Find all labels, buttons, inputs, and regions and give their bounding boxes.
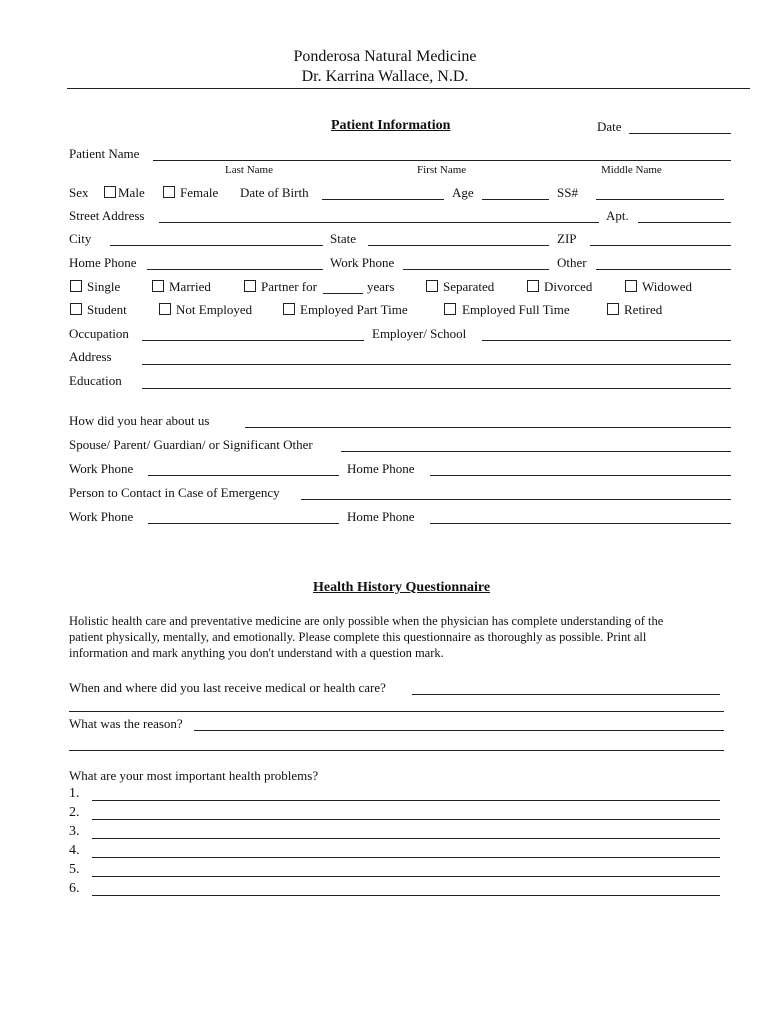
part-time-checkbox[interactable] [283, 303, 295, 315]
problem-number-4: 4. [69, 843, 80, 858]
apt-field[interactable] [638, 222, 731, 223]
full-time-label: Employed Full Time [462, 302, 570, 317]
student-checkbox[interactable] [70, 303, 82, 315]
first-name-caption: First Name [417, 164, 467, 176]
reason-field[interactable] [194, 730, 724, 731]
problem-number-2: 2. [69, 805, 80, 820]
female-label: Female [180, 185, 219, 200]
age-label: Age [452, 185, 474, 200]
problem-number-5: 5. [69, 862, 80, 877]
emergency-work-phone-field[interactable] [148, 523, 339, 524]
state-field[interactable] [368, 245, 549, 246]
occupation-field[interactable] [142, 340, 364, 341]
emergency-home-phone-label: Home Phone [347, 509, 415, 524]
full-time-checkbox[interactable] [444, 303, 456, 315]
practice-name: Ponderosa Natural Medicine [293, 48, 477, 65]
partner-years-field[interactable] [323, 293, 363, 294]
emergency-contact-field[interactable] [301, 499, 731, 500]
middle-name-caption: Middle Name [601, 164, 662, 176]
header-divider [67, 88, 750, 89]
retired-checkbox[interactable] [607, 303, 619, 315]
problem-field-1[interactable] [92, 800, 720, 801]
widowed-checkbox[interactable] [625, 280, 637, 292]
problem-field-3[interactable] [92, 838, 720, 839]
health-problems-question: What are your most important health problems? [69, 768, 319, 783]
referral-field[interactable] [245, 427, 731, 428]
not-employed-checkbox[interactable] [159, 303, 171, 315]
problem-field-4[interactable] [92, 857, 720, 858]
problem-field-6[interactable] [92, 895, 720, 896]
street-address-label: Street Address [69, 208, 145, 223]
single-checkbox[interactable] [70, 280, 82, 292]
partner-years-label: years [367, 279, 395, 294]
city-label: City [69, 231, 92, 246]
other-phone-field[interactable] [596, 269, 731, 270]
divorced-checkbox[interactable] [527, 280, 539, 292]
occupation-label: Occupation [69, 326, 129, 341]
reason-field-line-2[interactable] [69, 750, 724, 751]
home-phone-label: Home Phone [69, 255, 137, 270]
single-label: Single [87, 279, 121, 294]
employer-address-field[interactable] [142, 364, 731, 365]
last-care-field[interactable] [412, 694, 720, 695]
emergency-contact-label: Person to Contact in Case of Emergency [69, 485, 280, 500]
problem-field-5[interactable] [92, 876, 720, 877]
spouse-label: Spouse/ Parent/ Guardian/ or Significant Other [69, 437, 313, 452]
referral-label: How did you hear about us [69, 413, 210, 428]
spouse-work-phone-label: Work Phone [69, 461, 134, 476]
employer-field[interactable] [482, 340, 731, 341]
reason-question: What was the reason? [69, 716, 183, 731]
zip-field[interactable] [590, 245, 731, 246]
education-label: Education [69, 373, 122, 388]
married-label: Married [169, 279, 211, 294]
widowed-label: Widowed [642, 279, 693, 294]
patient-name-label: Patient Name [69, 146, 140, 161]
spouse-home-phone-field[interactable] [430, 475, 731, 476]
male-checkbox[interactable] [104, 186, 116, 198]
spouse-field[interactable] [341, 451, 731, 452]
emergency-work-phone-label: Work Phone [69, 509, 134, 524]
dob-field[interactable] [322, 199, 444, 200]
retired-label: Retired [624, 302, 663, 317]
apt-label: Apt. [606, 208, 629, 223]
partner-checkbox[interactable] [244, 280, 256, 292]
zip-label: ZIP [557, 231, 577, 246]
last-care-field-line-2[interactable] [69, 711, 724, 712]
street-address-field[interactable] [159, 222, 599, 223]
problem-number-3: 3. [69, 824, 80, 839]
education-field[interactable] [142, 388, 731, 389]
separated-checkbox[interactable] [426, 280, 438, 292]
state-label: State [330, 231, 356, 246]
last-name-caption: Last Name [225, 164, 273, 176]
spouse-home-phone-label: Home Phone [347, 461, 415, 476]
date-field[interactable] [629, 133, 731, 134]
problem-field-2[interactable] [92, 819, 720, 820]
partner-label: Partner for [261, 279, 317, 294]
female-checkbox[interactable] [163, 186, 175, 198]
patient-name-field[interactable] [153, 160, 731, 161]
problem-number-6: 6. [69, 881, 80, 896]
other-phone-label: Other [557, 255, 587, 270]
married-checkbox[interactable] [152, 280, 164, 292]
doctor-name: Dr. Karrina Wallace, N.D. [301, 68, 469, 85]
separated-label: Separated [443, 279, 495, 294]
ss-field[interactable] [596, 199, 724, 200]
intro-line-1: Holistic health care and preventative medicine are only possible when the physician has complete understanding of the [69, 614, 664, 628]
city-field[interactable] [110, 245, 323, 246]
intro-line-2: patient physically, mentally, and emotionally. Please complete this questionnaire as thoroughly as possible. Print all [69, 630, 647, 644]
date-label: Date [597, 119, 622, 134]
last-care-question: When and where did you last receive medical or health care? [69, 680, 386, 695]
part-time-label: Employed Part Time [300, 302, 408, 317]
not-employed-label: Not Employed [176, 302, 253, 317]
male-label: Male [118, 185, 145, 200]
work-phone-label: Work Phone [330, 255, 395, 270]
employer-address-label: Address [69, 349, 112, 364]
problem-number-1: 1. [69, 786, 80, 801]
student-label: Student [87, 302, 127, 317]
patient-info-title: Patient Information [331, 118, 451, 133]
intro-line-3: information and mark anything you don't understand with a question mark. [69, 646, 444, 660]
spouse-work-phone-field[interactable] [148, 475, 339, 476]
emergency-home-phone-field[interactable] [430, 523, 731, 524]
age-field[interactable] [482, 199, 549, 200]
dob-label: Date of Birth [240, 185, 309, 200]
divorced-label: Divorced [544, 279, 593, 294]
ss-label: SS# [557, 185, 578, 200]
work-phone-field[interactable] [403, 269, 549, 270]
employer-label: Employer/ School [372, 326, 467, 341]
home-phone-field[interactable] [147, 269, 323, 270]
sex-label: Sex [69, 185, 89, 200]
health-history-title: Health History Questionnaire [313, 580, 491, 595]
